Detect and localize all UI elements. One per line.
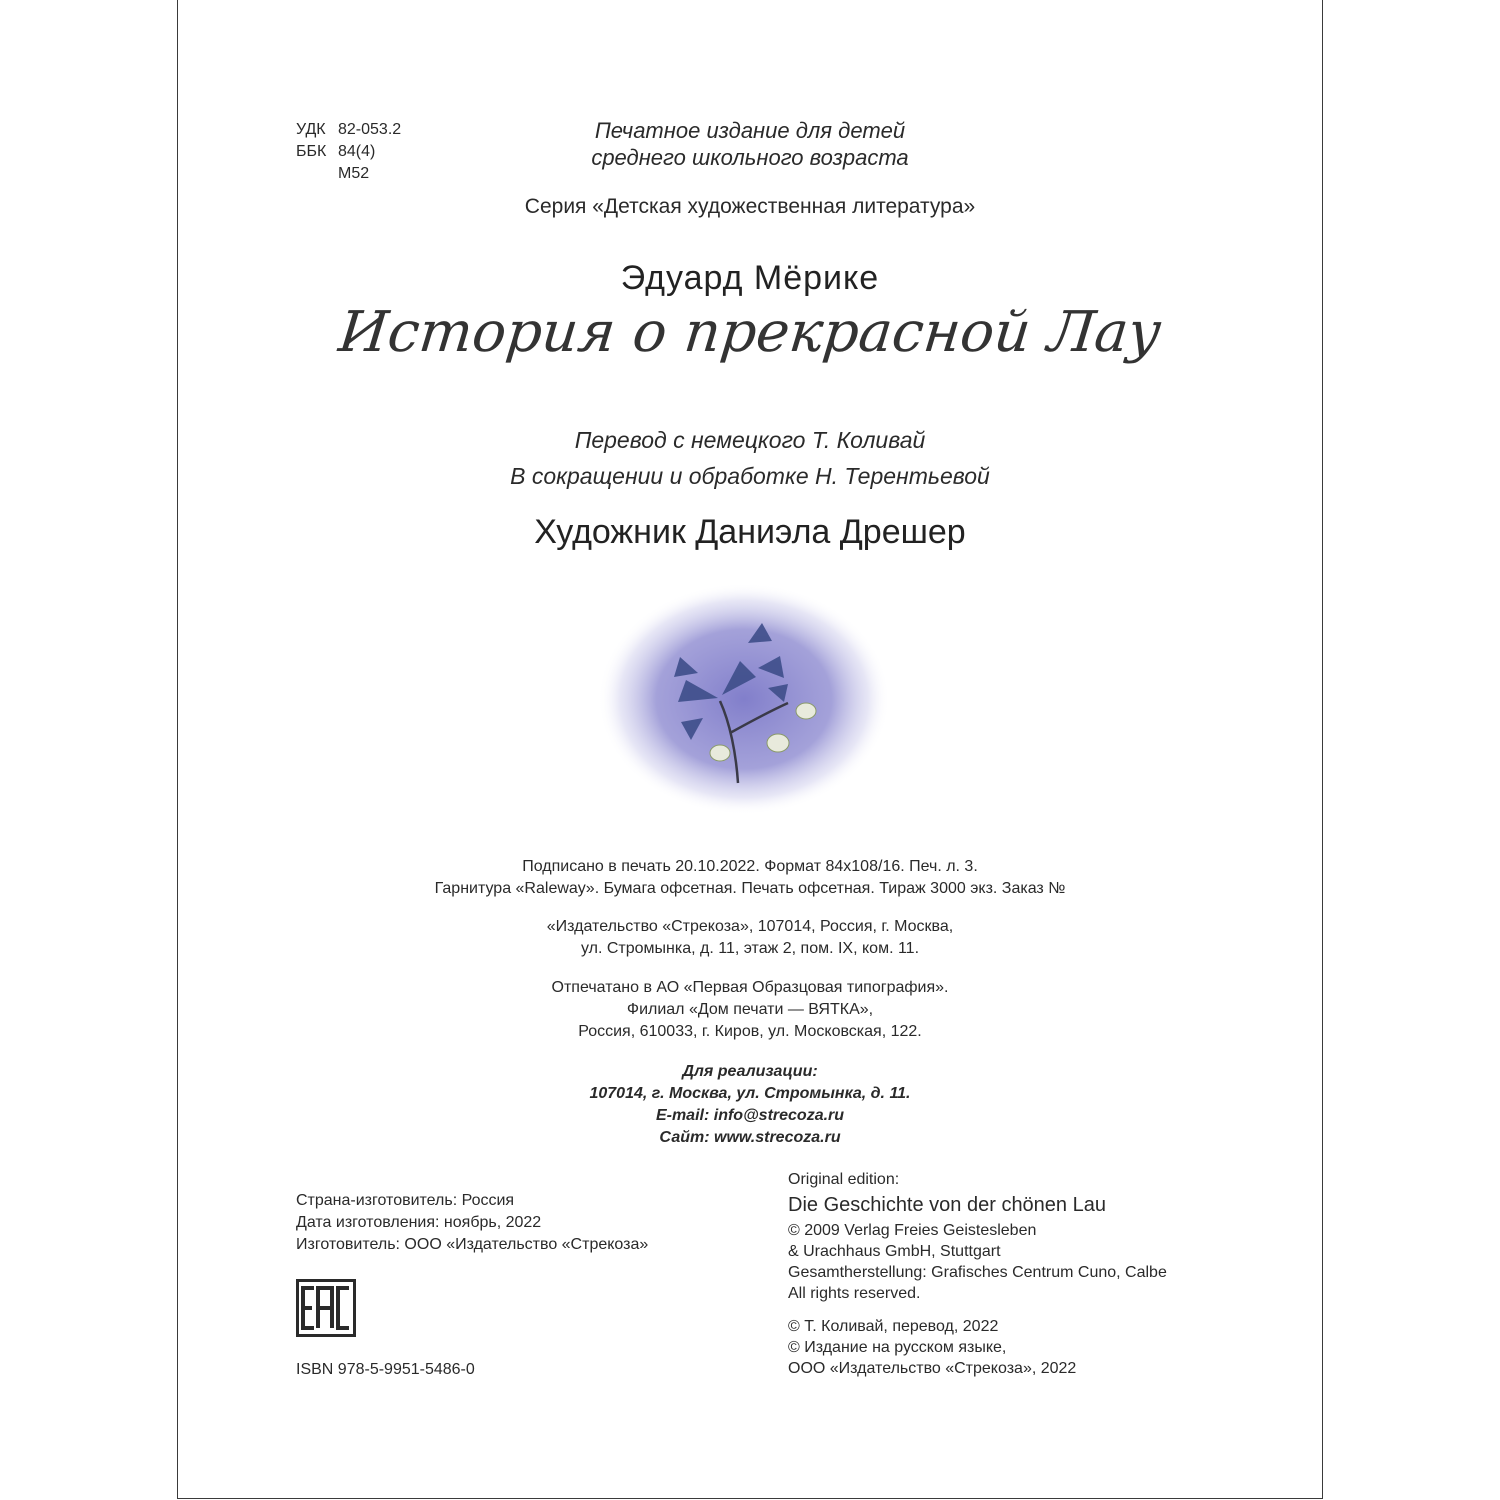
series-line: Серия «Детская художественная литература» — [524, 195, 976, 218]
printer-line-2: Филиал «Дом печати — ВЯТКА», — [626, 1001, 874, 1018]
print-details — [177, 856, 1323, 900]
printer-line-3: Россия, 610033, г. Киров, ул. Московская, 122. — [578, 1023, 922, 1040]
artist-credit: Художник Даниэла Дрешер — [534, 513, 966, 551]
book-title: История о прекрасной Лау — [335, 300, 1165, 365]
original-production: Gesamtherstellung: Grafisches Centrum Cuno, Calbe — [788, 1264, 1167, 1281]
sales-contact — [177, 1061, 1323, 1149]
original-rights: All rights reserved. — [788, 1285, 921, 1302]
bell-2 — [767, 734, 789, 752]
sales-site: Сайт: www.strecoza.ru — [659, 1129, 841, 1146]
flower-illustration — [598, 583, 890, 815]
manufacturer-name: Изготовитель: ООО «Издательство «Стрекоза» — [296, 1236, 649, 1253]
print-line-1: Подписано в печать 20.10.2022. Формат 84x108/16. Печ. л. 3. — [522, 858, 978, 875]
original-copyright-1: © 2009 Verlag Freies Geistesleben — [788, 1222, 1037, 1239]
manufacture-date: Дата изготовления: ноябрь, 2022 — [296, 1214, 542, 1231]
halo-glow — [598, 583, 890, 815]
original-edition — [788, 1169, 1167, 1379]
translation-credit: Перевод с немецкого Т. Коливай — [574, 427, 926, 453]
sales-address: 107014, г. Москва, ул. Стромынка, д. 11. — [589, 1085, 911, 1102]
bbk-value: 84(4) — [338, 143, 376, 160]
printer-info — [177, 977, 1323, 1043]
audience-line-2: среднего школьного возраста — [591, 145, 909, 170]
manufacturer-info — [296, 1190, 648, 1256]
printer-line-1: Отпечатано в АО «Первая Образцовая типография». — [551, 979, 949, 996]
audience-line-1: Печатное издание для детей — [594, 118, 906, 143]
isbn: ISBN 978-5-9951-5486-0 — [296, 1361, 475, 1378]
eac-mark-icon — [296, 1279, 356, 1337]
author-name: Эдуард Мёрике — [620, 259, 880, 297]
udk-value: 82-053.2 — [338, 121, 402, 138]
bell-3 — [710, 745, 730, 761]
translation-copyright: © Т. Коливай, перевод, 2022 — [788, 1318, 999, 1335]
edition-copyright-1: © Издание на русском языке, — [788, 1339, 1007, 1356]
original-copyright-2: & Urachhaus GmbH, Stuttgart — [788, 1243, 1001, 1260]
print-line-2: Гарнитура «Raleway». Бумага офсетная. Печать офсетная. Тираж 3000 экз. Заказ № — [434, 880, 1066, 897]
publisher-line-2: ул. Стромынка, д. 11, этаж 2, пом. IX, ком. 11. — [580, 940, 920, 957]
sales-heading: Для реализации: — [682, 1063, 818, 1080]
publisher-line-1: «Издательство «Стрекоза», 107014, Россия, г. Москва, — [546, 918, 954, 935]
credits — [177, 422, 1323, 494]
bbk-label: ББК — [296, 143, 327, 160]
publisher-address — [177, 916, 1323, 960]
original-label: Original edition: — [788, 1171, 900, 1188]
audience-note — [177, 117, 1323, 171]
original-title: Die Geschichte von der chönen Lau — [788, 1194, 1106, 1216]
bell-1 — [796, 703, 816, 719]
country-of-origin: Страна-изготовитель: Россия — [296, 1192, 515, 1209]
author-mark: М52 — [338, 165, 370, 182]
udk-label: УДК — [296, 121, 326, 138]
sales-email: E-mail: info@strecoza.ru — [655, 1107, 845, 1124]
adaptation-credit: В сокращении и обработке Н. Терентьевой — [510, 463, 990, 489]
edition-copyright-2: ООО «Издательство «Стрекоза», 2022 — [788, 1360, 1077, 1377]
